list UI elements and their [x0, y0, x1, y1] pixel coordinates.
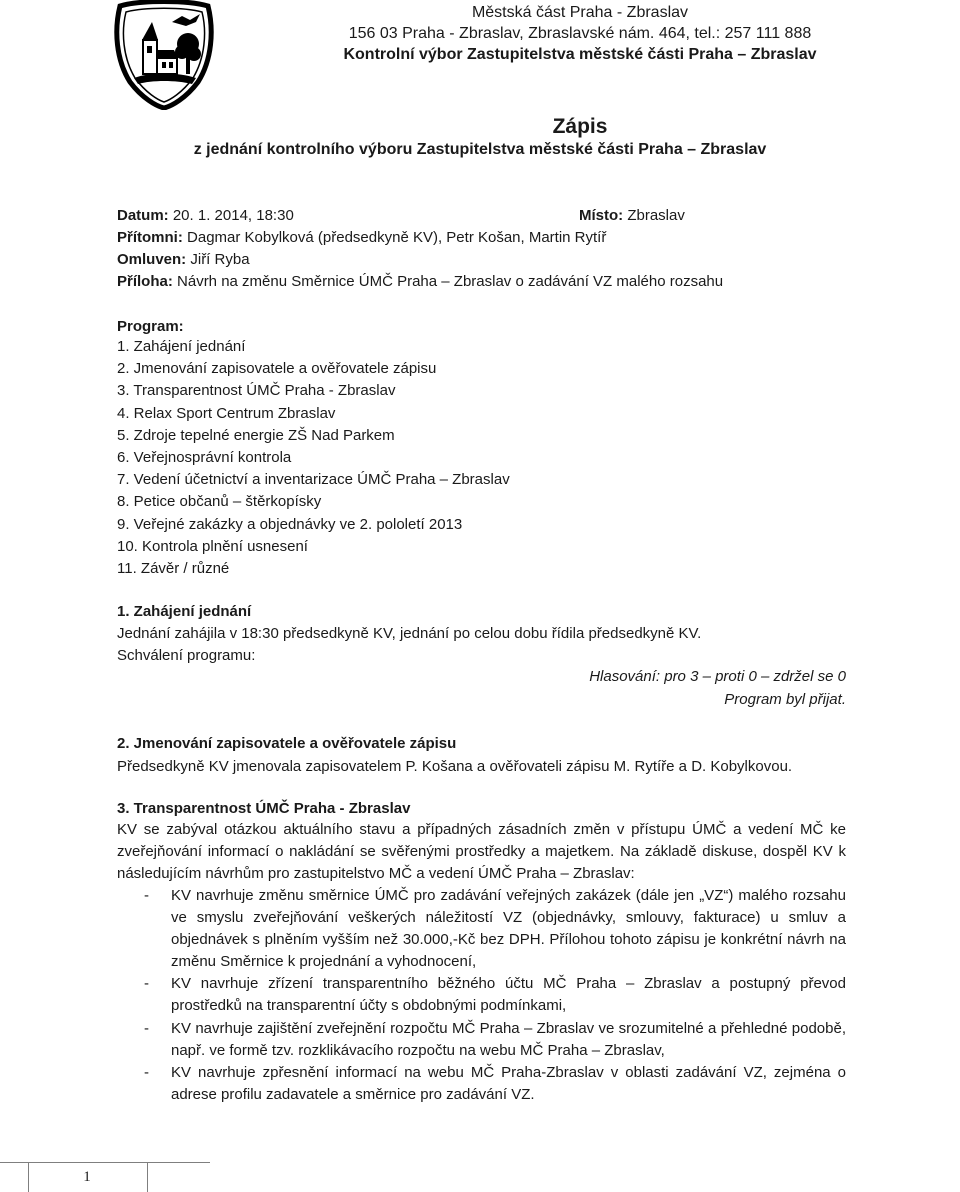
excused-label: Omluven:	[117, 251, 187, 268]
proposal-text: KV navrhuje zajištění zveřejnění rozpočtu MČ Praha – Zbraslav ve srozumitelné a přehledné podobě, např. ve formě tzv. rozklikávacího rozpočtu na webu MČ Praha – Zbraslav,	[171, 1019, 846, 1059]
present-value: Dagmar Kobylková (předsedkyně KV), Petr Košan, Martin Rytíř	[187, 229, 607, 246]
document-subtitle: z jednání kontrolního výboru Zastupitelstva městské části Praha – Zbraslav	[193, 141, 767, 158]
attachment-value: Návrh na změnu Směrnice ÚMČ Praha – Zbraslav o zadávání VZ malého rozsahu	[177, 273, 724, 290]
vote-result: Hlasování: pro 3 – proti 0 – zdržel se 0	[589, 668, 846, 685]
section-3-intro: KV se zabýval otázkou aktuálního stavu a případných zásadních změn v přístupu ÚMČ a vedení MČ ke zveřejňování informací o nakládání se svěřenými prostředky a majetkem. Na základě diskuse, dospěl KV k následujícím návrhům pro zastupitelstvo MČ a vedení ÚMČ Praha – Zbraslav:	[117, 821, 846, 883]
header-committee: Kontrolní výbor Zastupitelstva městské části Praha – Zbraslav	[343, 46, 817, 63]
bullet-marker: -	[144, 887, 149, 904]
place-label: Místo:	[579, 207, 624, 224]
section-3-heading: 3. Transparentnost ÚMČ Praha - Zbraslav	[117, 800, 411, 817]
proposal-text: KV navrhuje zpřesnění informací na webu MČ Praha-Zbraslav v oblasti zadávání VZ, zejména o adrese profilu zadavatele a směrnice pro zadávání VZ.	[171, 1063, 846, 1103]
proposal-text: KV navrhuje změnu směrnice ÚMČ pro zadávání veřejných zakázek (dále jen „VZ“) malého rozsahu ve smyslu zveřejňování veškerých náležitostí VZ (objednávky, smlouvy, fakturace) u smluv a objednávek s plněním vyšším než 30.000,-Kč bez DPH. Přílohou tohoto zápisu je konkrétní návrh na změnu Směrnice k projednání a vyhodnocení,	[171, 887, 846, 971]
proposal-item	[117, 885, 846, 973]
bullet-marker: -	[144, 1063, 149, 1081]
program-item: 4. Relax Sport Centrum Zbraslav	[117, 404, 336, 422]
proposal-text: KV navrhuje zřízení transparentního běžného účtu MČ Praha – Zbraslav a postupný převod prostředků na transparentní účty s obdobnými podmínkami,	[171, 975, 846, 1015]
program-item: 2. Jmenování zapisovatele a ověřovatele zápisu	[117, 360, 437, 378]
program-item: 11. Závěr / různé	[117, 559, 230, 577]
program-heading: Program:	[117, 318, 184, 335]
place-value: Zbraslav	[627, 207, 685, 224]
program-item: 8. Petice občanů – štěrkopísky	[117, 493, 322, 511]
section-3-proposals	[117, 885, 846, 1106]
program-item: 7. Vedení účetnictví a inventarizace ÚMČ Praha – Zbraslav	[117, 471, 510, 489]
program-item: 3. Transparentnost ÚMČ Praha - Zbraslav	[117, 382, 396, 400]
section-2-heading: 2. Jmenování zapisovatele a ověřovatele zápisu	[117, 735, 457, 752]
program-accepted: Program byl přijat.	[724, 691, 846, 708]
section-1-heading: 1. Zahájení jednání	[117, 603, 252, 620]
attendees	[117, 227, 606, 249]
attachment-label: Příloha:	[117, 273, 173, 290]
section-1-program-approval: Schválení programu:	[117, 647, 256, 664]
program-item: 10. Kontrola plnění usnesení	[117, 537, 308, 555]
proposal-item	[117, 1018, 846, 1062]
date-value: 20. 1. 2014, 18:30	[172, 207, 294, 224]
meeting-date	[117, 205, 294, 227]
bullet-marker: -	[144, 1019, 149, 1037]
date-label: Datum:	[117, 207, 169, 224]
program-item: 6. Veřejnosprávní kontrola	[117, 448, 292, 466]
header-address: 156 03 Praha - Zbraslav, Zbraslavské nám. 464, tel.: 257 111 888	[348, 25, 812, 42]
document-title: Zápis	[552, 115, 608, 138]
page-number: 1	[83, 1169, 91, 1185]
program-list	[117, 336, 510, 580]
header-municipality: Městská část Praha - Zbraslav	[471, 4, 689, 21]
excused-value: Jiří Ryba	[190, 251, 250, 268]
present-label: Přítomni:	[117, 229, 183, 246]
proposal-item	[117, 973, 846, 1017]
program-item: 9. Veřejné zakázky a objednávky ve 2. pololetí 2013	[117, 515, 463, 533]
section-2-text: Předsedkyně KV jmenovala zapisovatelem P. Košana a ověřovateli zápisu M. Rytíře a D. Kobylkovou.	[117, 758, 793, 775]
attachment	[117, 271, 723, 293]
meeting-place	[579, 205, 685, 227]
coat-of-arms-icon	[112, 0, 216, 110]
program-item: 1. Zahájení jednání	[117, 338, 246, 355]
program-item: 5. Zdroje tepelné energie ZŠ Nad Parkem	[117, 426, 395, 444]
section-1-text: Jednání zahájila v 18:30 předsedkyně KV, jednání po celou dobu řídila předsedkyně KV.	[117, 625, 702, 642]
bullet-marker: -	[144, 975, 149, 993]
proposal-item	[117, 1062, 846, 1106]
excused	[117, 249, 250, 271]
